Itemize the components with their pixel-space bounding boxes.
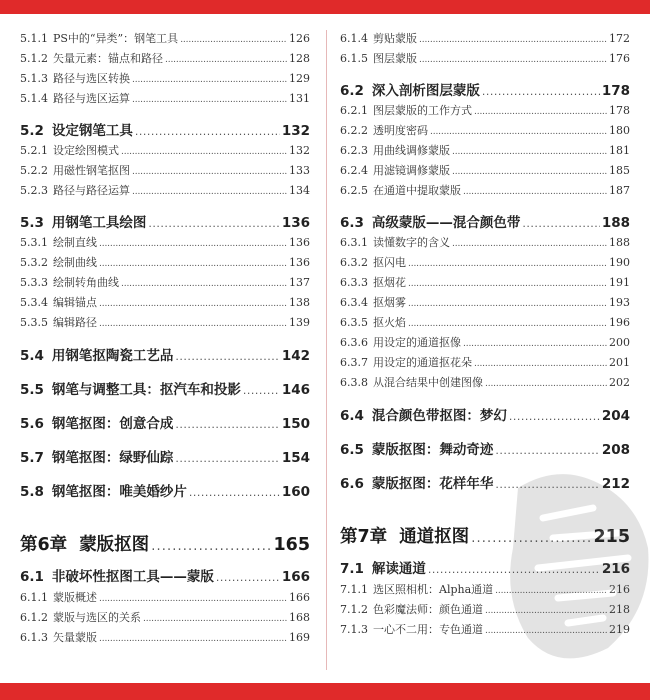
toc-section-5-2[interactable]: 5.2 设定钢笔工具 . . . 132 (20, 119, 310, 142)
toc-item-5-3-2[interactable]: 5.3.2 绘制曲线 . . . 136 (20, 254, 310, 274)
toc-item-6-3-8[interactable]: 6.3.8 从混合结果中创建图像 . . . 202 (340, 374, 630, 394)
toc-item-6-3-4[interactable]: 6.3.4 抠烟雾 . . . 193 (340, 294, 630, 314)
toc-section-5-7[interactable]: 5.7 钢笔抠图：绿野仙踪 . . . 154 (20, 446, 310, 480)
toc-item-6-3-1[interactable]: 6.3.1 读懂数字的含义 . . . 188 (340, 234, 630, 254)
toc-section-7-1[interactable]: 7.1 解读通道 . . . 216 (340, 557, 630, 581)
toc-left-column (20, 30, 310, 649)
toc-right-column (340, 30, 630, 641)
toc-item-5-1-1[interactable]: 5.1.1 PS中的“异类”：钢笔工具 . . . 126 (20, 30, 310, 50)
toc-item-7-1-1[interactable]: 7.1.1 选区照相机：Alpha通道 . . . 216 (340, 581, 630, 601)
bottom-red-bar (0, 683, 650, 700)
toc-section-6-3[interactable]: 6.3 高级蒙版——混合颜色带 . . . 188 (340, 211, 630, 234)
toc-item-6-3-2[interactable]: 6.3.2 抠闪电 . . . 190 (340, 254, 630, 274)
toc-item-6-1-2[interactable]: 6.1.2 蒙版与选区的关系 . . . 168 (20, 609, 310, 629)
toc-item-6-2-2[interactable]: 6.2.2 透明度密码 . . . 180 (340, 122, 630, 142)
toc-item-6-3-3[interactable]: 6.3.3 抠烟花 . . . 191 (340, 274, 630, 294)
toc-section-5-8[interactable]: 5.8 钢笔抠图：唯美婚纱片 . . . 160 (20, 480, 310, 514)
toc-section-6-1[interactable]: 6.1 非破坏性抠图工具——蒙版 . . . 166 (20, 565, 310, 589)
toc-item-5-3-3[interactable]: 5.3.3 绘制转角曲线 . . . 137 (20, 274, 310, 294)
toc-item-6-2-5[interactable]: 6.2.5 在通道中提取蒙版 . . . 187 (340, 182, 630, 202)
toc-item-5-3-1[interactable]: 5.3.1 绘制直线 . . . 136 (20, 234, 310, 254)
toc-section-6-5[interactable]: 6.5 蒙版抠图：舞动奇迹 . . . 208 (340, 438, 630, 472)
toc-item-6-3-7[interactable]: 6.3.7 用设定的通道抠花朵 . . . 201 (340, 354, 630, 374)
toc-section-5-5[interactable]: 5.5 钢笔与调整工具：抠汽车和投影 . . . 146 (20, 378, 310, 412)
toc-item-6-3-5[interactable]: 6.3.5 抠火焰 . . . 196 (340, 314, 630, 334)
toc-item-6-2-3[interactable]: 6.2.3 用曲线调修蒙版 . . . 181 (340, 142, 630, 162)
toc-item-5-3-5[interactable]: 5.3.5 编辑路径 . . . 139 (20, 314, 310, 334)
toc-section-5-3[interactable]: 5.3 用钢笔工具绘图 . . . 136 (20, 211, 310, 234)
toc-item-6-2-1[interactable]: 6.2.1 图层蒙版的工作方式 . . . 178 (340, 102, 630, 122)
toc-section-5-4[interactable]: 5.4 用钢笔抠陶瓷工艺品 . . . 142 (20, 344, 310, 378)
toc-section-6-4[interactable]: 6.4 混合颜色带抠图：梦幻 . . . 204 (340, 404, 630, 438)
toc-chapter-7[interactable]: 第7章 通道抠图 . . . 215 (340, 523, 630, 553)
toc-section-6-6[interactable]: 6.6 蒙版抠图：花样年华 . . . 212 (340, 472, 630, 506)
toc-item-6-1-5[interactable]: 6.1.5 图层蒙版 . . . 176 (340, 50, 630, 70)
toc-item-5-1-3[interactable]: 5.1.3 路径与选区转换 . . . 129 (20, 70, 310, 90)
toc-item-6-1-4[interactable]: 6.1.4 剪贴蒙版 . . . 172 (340, 30, 630, 50)
toc-section-6-2[interactable]: 6.2 深入剖析图层蒙版 . . . 178 (340, 79, 630, 102)
toc-item-6-3-6[interactable]: 6.3.6 用设定的通道抠像 . . . 200 (340, 334, 630, 354)
toc-section-5-6[interactable]: 5.6 钢笔抠图：创意合成 . . . 150 (20, 412, 310, 446)
toc-item-6-1-1[interactable]: 6.1.1 蒙版概述 . . . 166 (20, 589, 310, 609)
toc-item-5-2-2[interactable]: 5.2.2 用磁性钢笔抠图 . . . 133 (20, 162, 310, 182)
column-divider (326, 30, 327, 670)
toc-item-5-2-1[interactable]: 5.2.1 设定绘图模式 . . . 132 (20, 142, 310, 162)
toc-item-7-1-2[interactable]: 7.1.2 色彩魔法师：颜色通道 . . . 218 (340, 601, 630, 621)
toc-item-5-3-4[interactable]: 5.3.4 编辑锚点 . . . 138 (20, 294, 310, 314)
toc-chapter-6[interactable]: 第6章 蒙版抠图 . . . 165 (20, 531, 310, 561)
toc-item-6-2-4[interactable]: 6.2.4 用滤镜调修蒙版 . . . 185 (340, 162, 630, 182)
toc-item-6-1-3[interactable]: 6.1.3 矢量蒙版 . . . 169 (20, 629, 310, 649)
toc-item-5-1-2[interactable]: 5.1.2 矢量元素：锚点和路径 . . . 128 (20, 50, 310, 70)
toc-item-7-1-3[interactable]: 7.1.3 一心不二用：专色通道 . . . 219 (340, 621, 630, 641)
toc-item-5-1-4[interactable]: 5.1.4 路径与选区运算 . . . 131 (20, 90, 310, 110)
toc-item-5-2-3[interactable]: 5.2.3 路径与路径运算 . . . 134 (20, 182, 310, 202)
top-red-bar (0, 0, 650, 14)
